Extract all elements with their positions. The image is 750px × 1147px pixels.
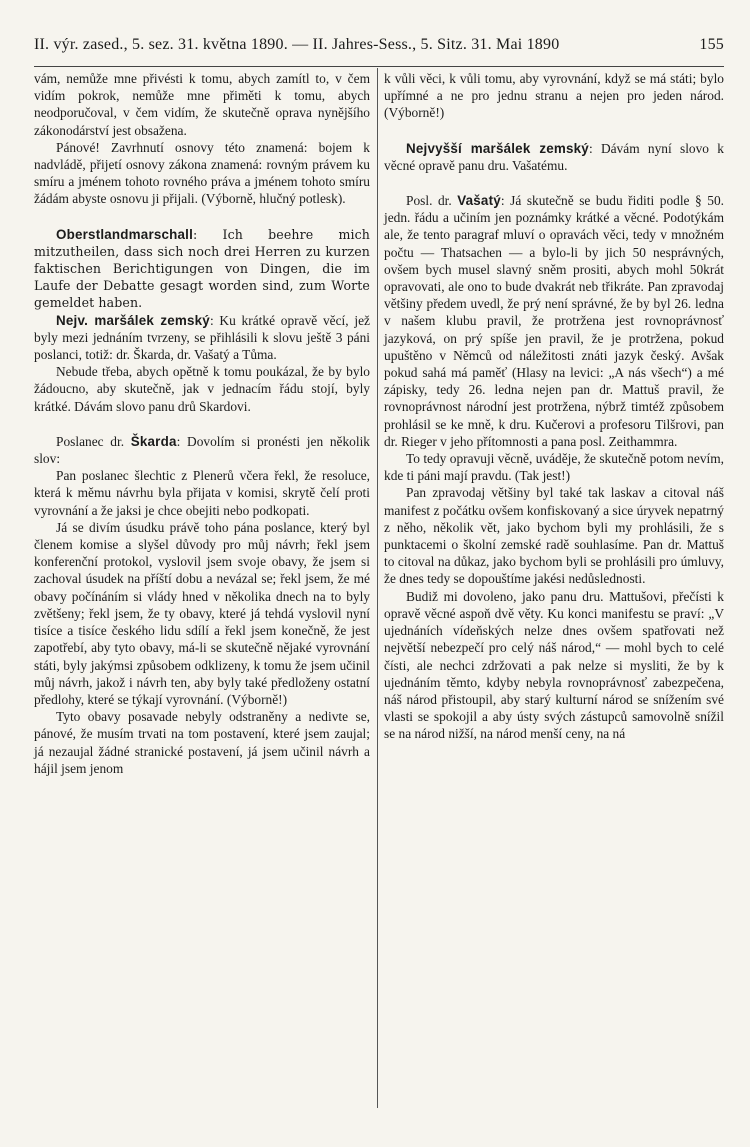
paragraph-text: Pan poslanec šlechtic z Plenerů včera řekl, že resoluce, která k měmu návrhu byla přijata v komisi, skrytě čelí proti vyrovnání a že jaksi je chce obejiti nebo podkopati. <box>34 468 370 518</box>
paragraph-text: vám, nemůže mne přivésti k tomu, abych zamítl to, v čem vidím pokrok, nemůže mne přiměti k tomu, abych neodporučoval, v čem vidím, že skutečně oprava nynějšího zákonodárství jest obsažena. <box>34 71 370 138</box>
paragraph-text: Budiž mi dovoleno, jako panu dru. Mattušovi, přečísti k opravě věcné aspoň dvě věty. Ku konci manifestu se praví: „V ujednáních vídeňských nelze dnes ovšem spatřovati než největší nebezpečí pro celý náš národ,“ — mohl bych to celé čísti, ale nechci zdržovati a pak nelze si mysliti, že by k ujednáním těmto, kdyby nebyla rovnoprávnosť zabezpečena, náš národ přistoupil, aby starý kulturní národ se snížením své vlasti se spokojil a aby ústy svých zástupců samovolně snížil se na národ nižší, na národ menší ceny, na ná <box>384 588 724 742</box>
paragraph-text: Pan zpravodaj většiny byl také tak laskav a citoval náš manifest z počátku ovšem konfiskovaný a sice úryvek nepatrný z něho, několik vět, jako bychom byli my prohlásili, že s punktacemi o školní zemské radě souhlasíme. Pan dr. Mattuš to citoval na důkaz, jako bychom byli se prohlásili pro úmluvy, že dnes tedy se dopouštíme jakési nedůslednosti. <box>384 485 724 587</box>
paragraph <box>34 433 370 467</box>
page-number: 155 <box>699 36 724 53</box>
speaker-name: Nejv. maršálek zemský <box>56 312 210 328</box>
paragraph-text: : Já skutečně se budu řiditi podle § 50. jedn. řádu a učiním jen poznámky krátké a věcné. Podotýkám ale, že tento paragraf mluví o opravách věci, tedy v množném počtu — Thatsachen — a bylo-li by jich 50 nesprávných, ovšem bych musel slavný sněm prositi, abych mohl 50krát opravovati, ale ono to bude dvakrát neb třikráte. Pan zpravodaj většiny předem uvedl, že prý není správné, že by byl 26. ledna v našem klubu pravil, že protržena jest rovnoprávnosť jazyková, on prý spíše jen pravil, že je protržena, pokud upuštěno v Němců od náležitosti znáti jazyk český. Avšak pokud sahá má paměť (Hlasy na levici: „A nás všech“) a mé zápisky, tedy 26. ledna nejen pan dr. Mattuš pravil, že rovnoprávnost národní jest protržena, nýbrž timtéž způsobem prohlásil se ke mně, k dru. Kučerovi a profesoru Tilšrovi, pan dr. Rieger v jeho přítomnosti a pana posl. Zeithammra. <box>384 193 724 449</box>
paragraph <box>34 70 370 139</box>
paragraph <box>34 312 370 364</box>
paragraph-text: Pánové! Zavrhnutí osnovy této znamená: bojem k nadvládě, přijetí osnovy zákona znamená: rovným právem ku smíru a jménem tohoto rovného práva a jménem tohoto smíru žádám abyste osnovu ji přijali. (Výborně, hlučný potlesk). <box>34 139 370 207</box>
paragraph <box>384 588 724 743</box>
speaker-name: Oberstlandmarschall <box>56 226 194 242</box>
column-divider <box>377 68 378 1108</box>
speaker-name: Vašatý <box>457 193 501 209</box>
paragraph <box>34 519 370 708</box>
paragraph <box>34 708 370 777</box>
paragraph <box>34 226 370 312</box>
paragraph-text: : Dávám nyní slovo k věcné opravě panu dru. Vašatému. <box>384 140 724 173</box>
header-rule <box>34 66 724 67</box>
paragraph <box>384 140 724 174</box>
paragraph-text: : Dovolím si pronésti jen několik slov: <box>34 433 371 467</box>
paragraph <box>384 70 724 122</box>
paragraph-text: k vůli věci, k vůli tomu, aby vyrovnání, když se má státi; bylo upřímné a ne pro jednu stranu a nejen pro jeden národ. (Výborně!) <box>384 71 724 121</box>
speaker-name: Nejvyšší maršálek zemský <box>406 140 589 156</box>
paragraph-text: Tyto obavy posavade nebyly odstraněny a nedivte se, pánové, že musím trvati na tom postavení, které jsem zaujal; já nezaujal žádné stranické postavení, já jsem učinil návrh a hájil jsem jenom <box>34 709 370 776</box>
paragraph-text: Nebude třeba, abych opětně k tomu poukázal, že by bylo žádoucno, aby skutečně, jak v jednacím řádu stojí, byly krátké. Dávám slovo panu drů Skardovi. <box>34 364 370 414</box>
right-column <box>384 70 724 743</box>
page-header <box>34 36 724 54</box>
speaker-name: Škarda <box>130 433 177 449</box>
paragraph <box>34 139 370 208</box>
paragraph-text: Já se divím úsudku právě toho pána poslance, který byl členem komise a slyšel důvody pro můj návrh; řekl jsem konferenční protokol, vyslovil jsem svoje obavy, že jsem si zachoval úsudek na příští dobu a nevázal se; řekl jsem, že mé obavy počínáním si vlády hned v několika dnech na to byly zvětšeny; řekl jsem, že ty obavy, které já tehdá vyslovil nyní tisíce a tisíce českého lidu sdílí a řekl jsem konečně, že jest zapotřebí, aby tyto obavy, má-li se skutečně nějaké vyrovnání státi, byly jakýmsi způsobem odklizeny, k tomu že jsem učinil můj návrh, jakož i návrh ten, aby byly také předloženy ostatní předlohy, které se týkají vyrovnání. (Výborně!) <box>34 519 370 707</box>
paragraph <box>384 192 724 450</box>
paragraph <box>34 467 370 519</box>
paragraph-text: Posl. dr. <box>406 193 458 209</box>
running-head: II. výr. zased., 5. sez. 31. května 1890. — II. Jahres-Sess., 5. Sitz. 31. Mai 1890 <box>34 36 560 53</box>
paragraph-text: : Ich beehre mich mitzutheilen, dass sich noch drei Herren zu kurzen faktischen Berichtigungen von Dingen, die im Laufe der Debatte gesagt worden sind, zum Worte gemeldet haben. <box>34 226 370 311</box>
paragraph-text: To tedy opravuji věcně, uváděje, že skutečně potom nevím, kde ti páni mají pravdu. (Tak jest!) <box>384 451 724 484</box>
paragraph-text: Poslanec dr. <box>56 433 131 449</box>
paragraph <box>34 363 370 415</box>
left-column <box>34 70 370 777</box>
paragraph-text: : Ku krátké opravě věcí, jež byly mezi jednáním tvrzeny, se přihlásili k slovu ještě 3 páni poslanci, totiž: dr. Škarda, dr. Vašatý a Tůma. <box>34 312 370 363</box>
paragraph <box>384 450 724 484</box>
paragraph <box>384 484 724 587</box>
